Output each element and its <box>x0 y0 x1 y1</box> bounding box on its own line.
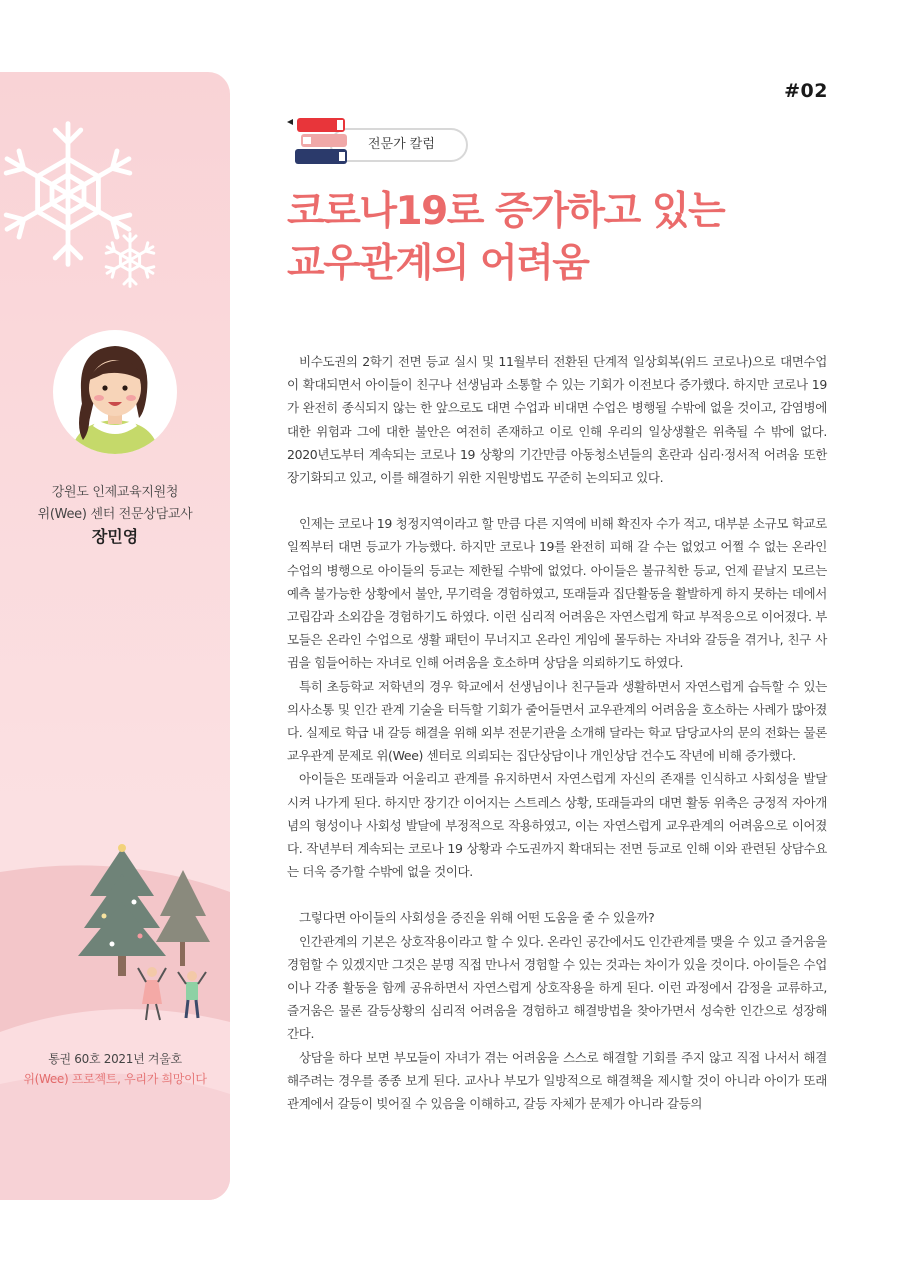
slogan: 위(Wee) 프로젝트, 우리가 희망이다 <box>23 1072 207 1086</box>
snowflake-icon <box>100 230 160 290</box>
author-organization: 강원도 인제교육지원청 <box>51 485 179 500</box>
page-number: #02 <box>784 80 828 102</box>
author-sidebar <box>0 72 230 1200</box>
article-title <box>287 186 827 290</box>
author-role: 위(Wee) 센터 전문상담교사 <box>37 507 193 522</box>
article-body <box>287 350 827 1115</box>
paragraph-gap <box>287 489 827 512</box>
issue-info: 통권 60호 2021년 겨울호 <box>48 1052 182 1066</box>
paragraph: 상담을 하다 보면 부모들이 자녀가 겪는 어려움을 스스로 해결할 기회를 주지 않고 직접 나서서 해결해주려는 경우를 종종 보게 된다. 교사나 부모가 일방적으로 해결책을 제시할 것이 아니라 아이가 또래관계에서 갈등이 빚어질 수 있음을 이해하고, 갈등 자체가 문제가 아니라 갈등의 <box>287 1049 827 1112</box>
paragraph: 비수도권의 2학기 전면 등교 실시 및 11월부터 전환된 단계적 일상회복(위드 코로나)으로 대면수업이 확대되면서 아이들이 친구나 선생님과 소통할 수 있는 기회가 이전보다 증가했다. 하지만 코로나 19가 완전히 종식되지 않는 한 앞으로도 대면 수업과 비대면 수업은 병행될 수밖에 없을 것이고, 감염병에 대한 위험과 그에 대한 불안은 여전히 존재하고 이로 인해 우리의 일상생활은 위축될 수 밖에 없다. 2020년도부터 계속되는 코로나 19 상황의 기간만큼 아동청소년들의 혼란과 심리·정서적 어려움 또한 장기화되고 있고, 이를 해결하기 위한 지원방법도 꾸준히 논의되고 있다. <box>287 354 827 486</box>
winter-hill-illustration <box>0 832 230 1200</box>
title-line-1: 코로나19로 증가하고 있는 <box>287 189 725 234</box>
title-line-2: 교우관계의 어려움 <box>287 241 589 286</box>
paragraph: 인제는 코로나 19 청정지역이라고 할 만큼 다른 지역에 비해 확진자 수가 적고, 대부분 소규모 학교로 일찍부터 대면 등교가 가능했다. 하지만 코로나 19를 완전히 피해 갈 수는 없었고 어쩔 수 없는 온라인 수업의 병행으로 아이들의 등교는 제한될 수밖에 없었다. 아이들은 불규칙한 등교, 언제 끝날지 모르는 예측 불가능한 상황에서 불안, 무기력을 경험하였고, 또래들과 집단활동을 활발하게 하지 못하는 데에서 고립감과 소외감을 경험하기도 하였다. 이런 심리적 어려움은 자연스럽게 학교 부적응으로 이어졌다. 부모들은 온라인 수업으로 생활 패턴이 무너지고 온라인 게임에 몰두하는 자녀와 갈등을 겪거나, 친구 사귐을 힘들어하는 자녀로 인해 어려움을 호소하며 상담을 의뢰하기도 하였다. <box>287 516 827 671</box>
paragraph: 아이들은 또래들과 어울리고 관계를 유지하면서 자연스럽게 자신의 존재를 인식하고 사회성을 발달시켜 나가게 된다. 하지만 장기간 이어지는 스트레스 상황, 또래들과의 대면 활동 위축은 긍정적 자아개념의 형성이나 사회성 발달에 부정적으로 작용하였고, 이는 자연스럽게 교우관계의 어려움으로 이어졌다. 작년부터 계속되는 코로나 19 상황과 수도권까지 확대되는 전면 등교로 인해 이와 관련된 상담수요는 더욱 증가할 수밖에 없을 것이다. <box>287 771 827 880</box>
author-name: 장민영 <box>91 527 139 546</box>
paragraph-gap <box>287 883 827 906</box>
books-icon <box>287 116 351 168</box>
avatar-illustration <box>53 330 177 454</box>
paragraph: 인간관계의 기본은 상호작용이라고 할 수 있다. 온라인 공간에서도 인간관계를 맺을 수 있고 즐거움을 경험할 수 있겠지만 그것은 분명 직접 만나서 경험할 수 있는 것과는 차이가 있을 것이다. 아이들은 수업이나 각종 활동을 함께 공유하면서 자연스럽게 상호작용을 하게 된다. 이런 과정에서 감정을 교류하고, 즐거움은 물론 갈등상황의 심리적 어려움을 경험하고 해결방법을 찾아가면서 성숙한 인간으로 성장해 간다. <box>287 933 827 1042</box>
avatar <box>53 330 177 454</box>
column-tag: 전문가 칼럼 <box>330 128 468 162</box>
paragraph: 특히 초등학교 저학년의 경우 학교에서 선생님이나 친구들과 생활하면서 자연스럽게 습득할 수 있는 의사소통 및 인간 관계 기술을 터득할 기회가 줄어들면서 교우관계의 어려움을 호소하는 사례가 많아졌다. 실제로 학급 내 갈등 해결을 위해 외부 전문기관을 소개해 달라는 학교 담당교사의 문의 전화는 물론 교우관계 문제로 위(Wee) 센터로 의뢰되는 집단상담이나 개인상담 건수도 작년에 비해 증가했다. <box>287 678 827 764</box>
paragraph: 그렇다면 아이들의 사회성을 증진을 위해 어떤 도움을 줄 수 있을까? <box>299 910 655 926</box>
